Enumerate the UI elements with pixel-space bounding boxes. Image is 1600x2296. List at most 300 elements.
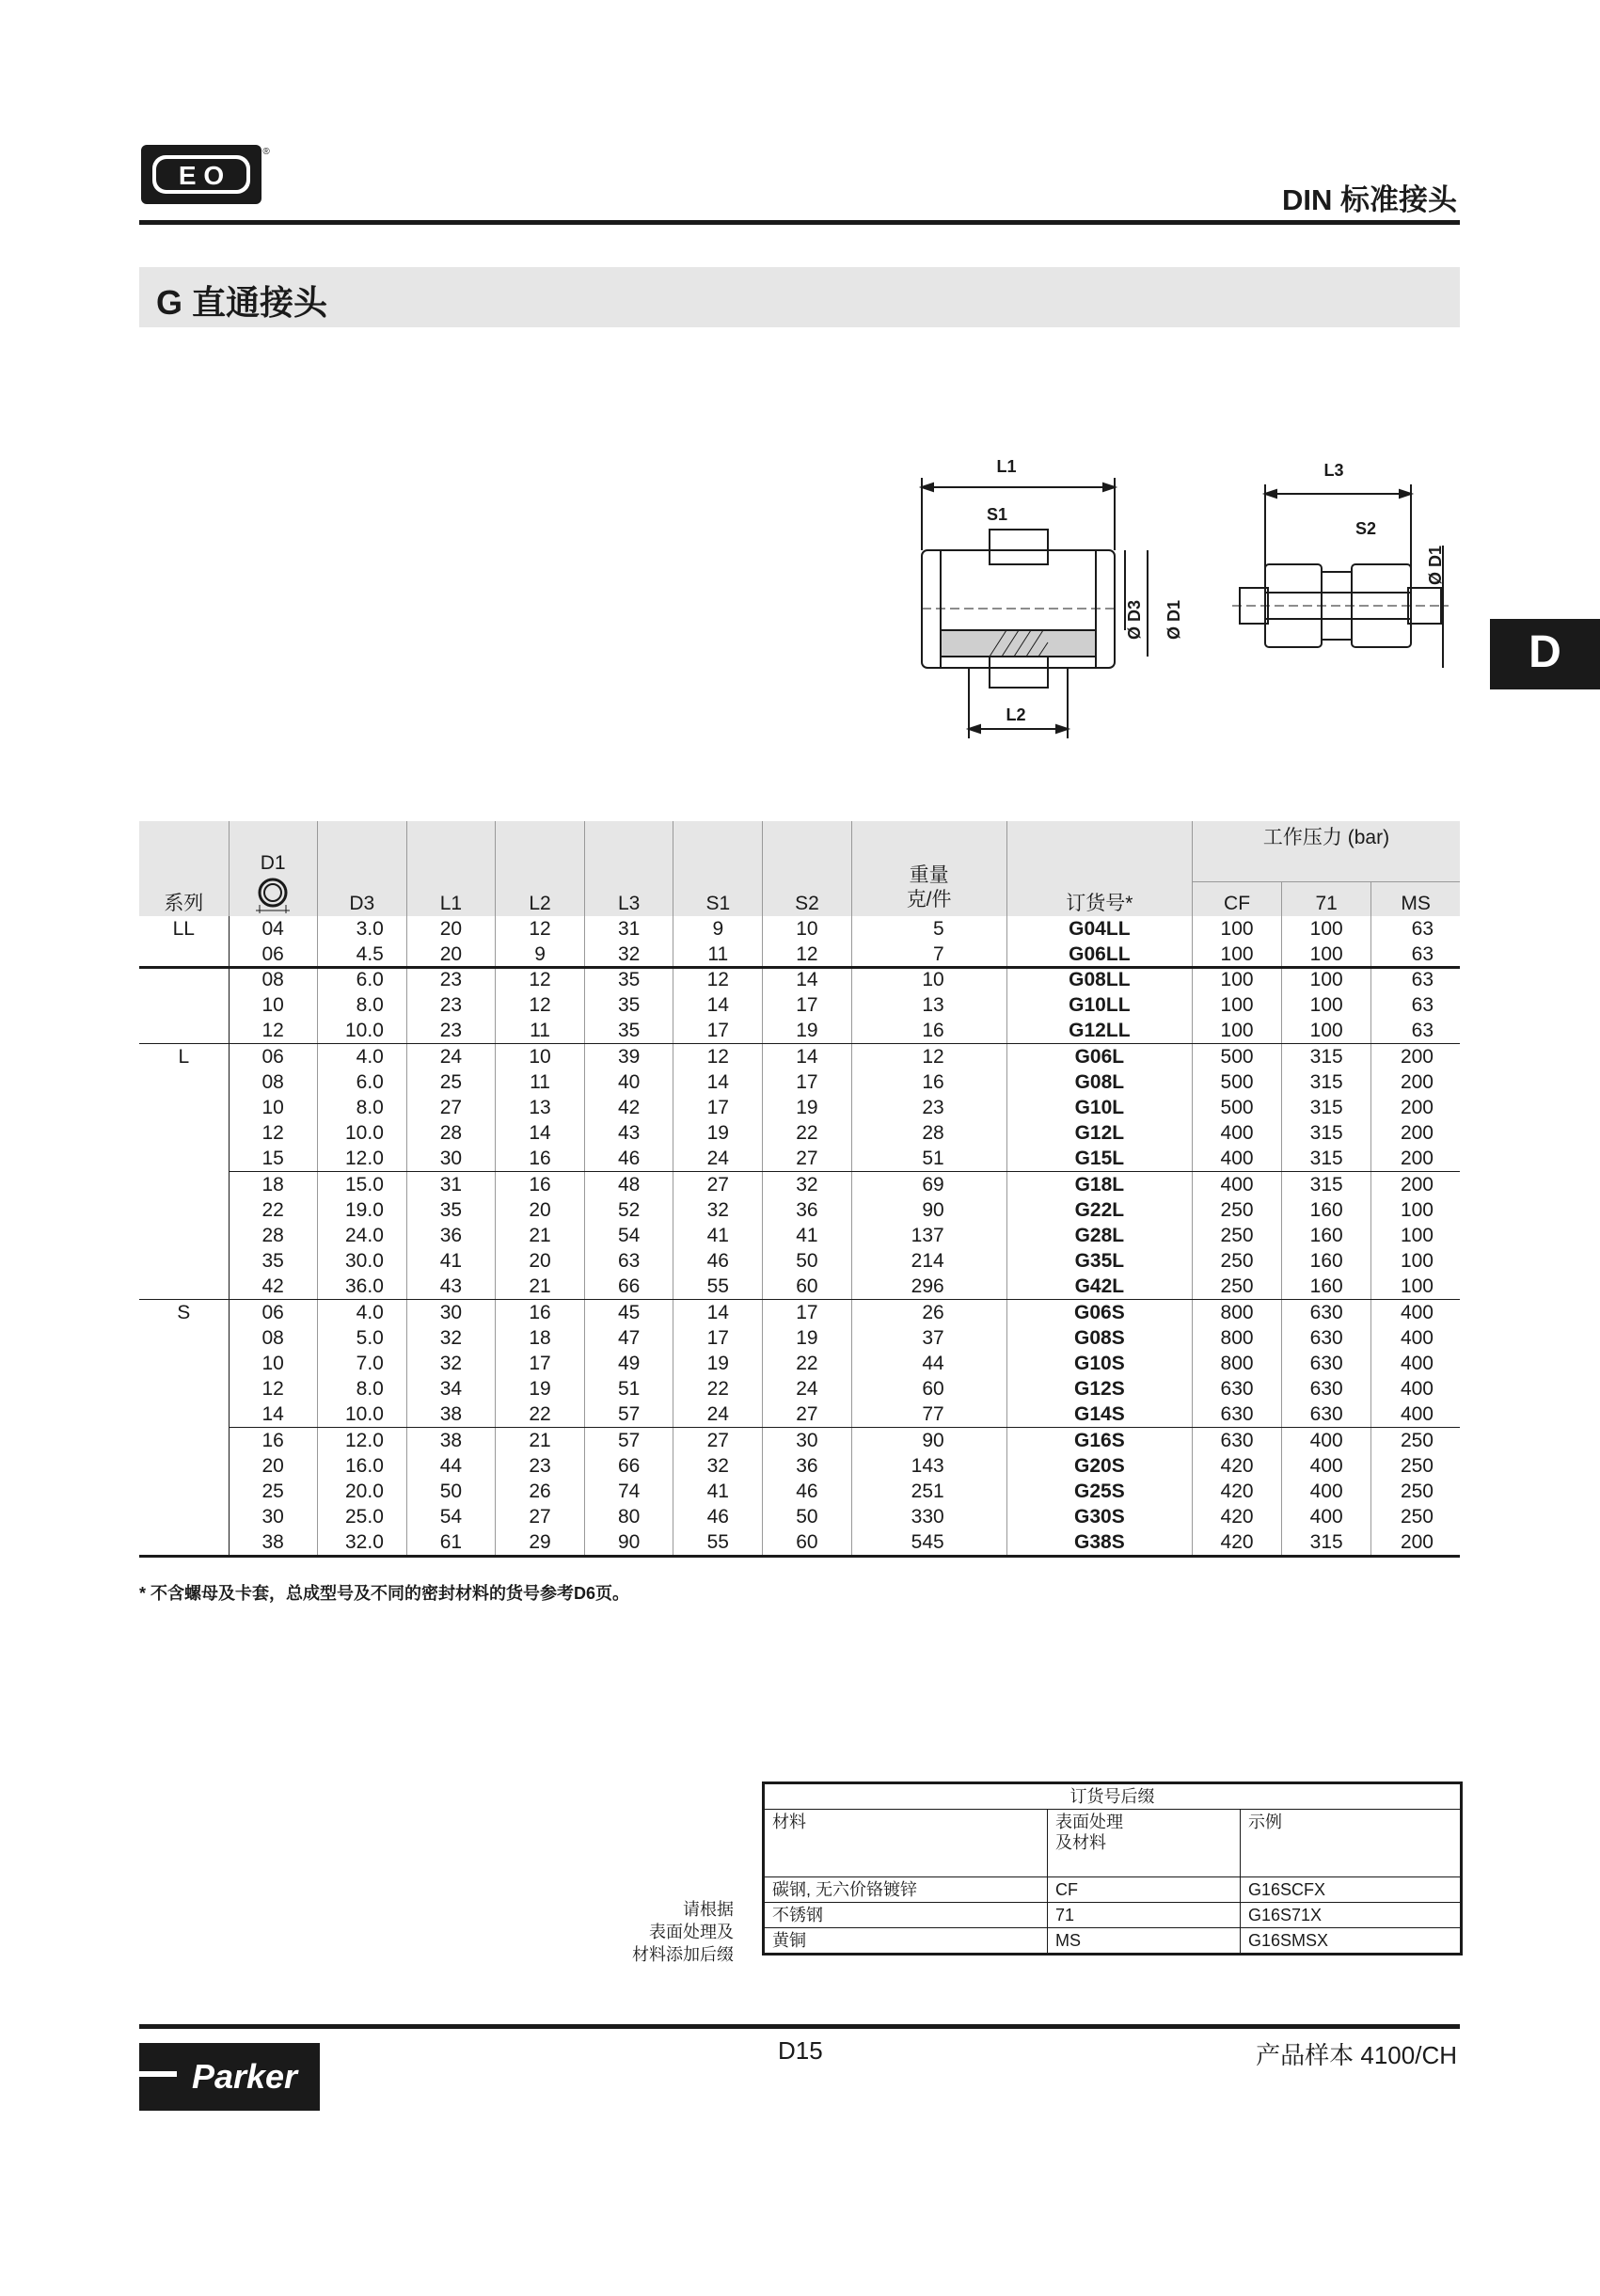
weight-cell: 296 [851,1274,1006,1300]
eo-logo [139,143,273,206]
header-l1: L1 [406,882,495,917]
s1-cell: 46 [673,1504,763,1529]
spec-table [139,821,1460,1558]
weight-cell: 77 [851,1401,1006,1428]
pressure-cf-cell: 250 [1192,1248,1281,1274]
header-cf: CF [1192,882,1281,917]
pressure-71-cell: 315 [1282,1069,1371,1095]
suffix-code: MS [1048,1928,1241,1955]
d3-cell: 20.0 [317,1479,406,1504]
pressure-cf-cell: 630 [1192,1376,1281,1401]
section-title: G 直通接头 [156,283,328,322]
pressure-ms-cell: 100 [1371,1274,1460,1300]
d1-cell: 42 [229,1274,317,1300]
header-l2: L2 [496,882,585,917]
s1-cell: 27 [673,1172,763,1198]
s1-cell: 19 [673,1120,763,1146]
pressure-ms-cell: 100 [1371,1223,1460,1248]
pressure-71-cell: 315 [1282,1120,1371,1146]
s2-cell: 17 [763,992,851,1018]
l2-cell: 26 [496,1479,585,1504]
suffix-note [583,1898,734,1966]
d1-cell: 15 [229,1146,317,1172]
table-row [139,1300,1460,1326]
s1-cell: 55 [673,1274,763,1300]
pressure-71-cell: 160 [1282,1197,1371,1223]
s2-cell: 27 [763,1401,851,1428]
pressure-cf-cell: 500 [1192,1044,1281,1070]
s1-cell: 17 [673,1095,763,1120]
pressure-ms-cell: 200 [1371,1172,1460,1198]
l1-cell: 20 [406,916,495,942]
l1-cell: 23 [406,1018,495,1044]
d3-cell: 3.0 [317,916,406,942]
l3-cell: 57 [585,1401,673,1428]
d3-cell: 8.0 [317,992,406,1018]
d1-cell: 12 [229,1120,317,1146]
order-number-cell: G20S [1006,1453,1192,1479]
order-number-cell: G14S [1006,1401,1192,1428]
d1-cell: 35 [229,1248,317,1274]
d1-cell: 10 [229,992,317,1018]
weight-cell: 330 [851,1504,1006,1529]
pressure-71-cell: 315 [1282,1095,1371,1120]
order-number-cell: G06L [1006,1044,1192,1070]
s2-cell: 24 [763,1376,851,1401]
table-row [139,1274,1460,1300]
l3-cell: 54 [585,1223,673,1248]
l2-cell: 29 [496,1529,585,1557]
pressure-ms-cell: 400 [1371,1401,1460,1428]
l3-cell: 49 [585,1351,673,1376]
d3-cell: 6.0 [317,1069,406,1095]
pressure-ms-cell: 200 [1371,1044,1460,1070]
pressure-ms-cell: 63 [1371,942,1460,967]
s1-cell: 12 [673,967,763,992]
weight-cell: 137 [851,1223,1006,1248]
l2-cell: 11 [496,1018,585,1044]
pressure-71-cell: 400 [1282,1453,1371,1479]
pressure-ms-cell: 250 [1371,1479,1460,1504]
s1-cell: 46 [673,1248,763,1274]
l1-cell: 32 [406,1325,495,1351]
d1-cell: 38 [229,1529,317,1557]
eo-logo-text: E O [178,161,225,190]
pressure-71-cell: 400 [1282,1479,1371,1504]
pressure-71-cell: 160 [1282,1274,1371,1300]
s2-cell: 41 [763,1223,851,1248]
pressure-cf-cell: 100 [1192,942,1281,967]
table-row [139,942,1460,967]
dim-l1-label: L1 [996,457,1017,476]
s2-cell: 17 [763,1300,851,1326]
pressure-71-cell: 630 [1282,1351,1371,1376]
catalog-label: 产品样本 4100/CH [1256,2041,1457,2069]
l1-cell: 23 [406,967,495,992]
d1-cell: 14 [229,1401,317,1428]
header-order: 订货号* [1006,882,1192,917]
d1-cell: 06 [229,1300,317,1326]
l2-cell: 12 [496,916,585,942]
suffix-table-grid [762,1781,1463,1956]
pressure-71-cell: 630 [1282,1300,1371,1326]
l3-cell: 45 [585,1300,673,1326]
d3-cell: 32.0 [317,1529,406,1557]
l3-cell: 31 [585,916,673,942]
l1-cell: 54 [406,1504,495,1529]
l2-cell: 16 [496,1146,585,1172]
header-weight [851,821,1006,916]
s1-cell: 27 [673,1428,763,1454]
pressure-ms-cell: 250 [1371,1453,1460,1479]
order-number-cell: G06S [1006,1300,1192,1326]
header-d3: D3 [317,882,406,917]
s2-cell: 10 [763,916,851,942]
pressure-cf-cell: 420 [1192,1504,1281,1529]
pressure-71-cell: 630 [1282,1325,1371,1351]
pressure-ms-cell: 63 [1371,992,1460,1018]
l2-cell: 12 [496,967,585,992]
suffix-header-example: 示例 [1241,1810,1462,1877]
pressure-71-cell: 315 [1282,1529,1371,1557]
d3-cell: 24.0 [317,1223,406,1248]
order-number-cell: G10S [1006,1351,1192,1376]
s1-cell: 41 [673,1479,763,1504]
pressure-cf-cell: 400 [1192,1172,1281,1198]
pressure-71-cell: 100 [1282,916,1371,942]
pressure-71-cell: 630 [1282,1401,1371,1428]
l2-cell: 21 [496,1428,585,1454]
header-l3: L3 [585,882,673,917]
pressure-cf-cell: 420 [1192,1529,1281,1557]
pressure-ms-cell: 200 [1371,1120,1460,1146]
header-series-cell [139,821,229,882]
table-row [139,1197,1460,1223]
order-number-cell: G04LL [1006,916,1192,942]
header-title: DIN 标准接头 [1282,183,1457,216]
order-number-cell: G38S [1006,1529,1192,1557]
order-number-cell: G15L [1006,1146,1192,1172]
s2-cell: 50 [763,1248,851,1274]
l2-cell: 21 [496,1274,585,1300]
order-number-cell: G35L [1006,1248,1192,1274]
weight-cell: 60 [851,1376,1006,1401]
pressure-cf-cell: 500 [1192,1069,1281,1095]
s2-cell: 17 [763,1069,851,1095]
pressure-ms-cell: 400 [1371,1376,1460,1401]
table-row [139,992,1460,1018]
suffix-example: G16SCFX [1241,1877,1462,1903]
order-number-cell: G28L [1006,1223,1192,1248]
l2-cell: 19 [496,1376,585,1401]
d3-cell: 8.0 [317,1376,406,1401]
table-row [139,1248,1460,1274]
page-number: D15 [778,2036,823,2065]
weight-cell: 251 [851,1479,1006,1504]
pressure-ms-cell: 200 [1371,1069,1460,1095]
s1-cell: 9 [673,916,763,942]
l1-cell: 28 [406,1120,495,1146]
pressure-cf-cell: 400 [1192,1146,1281,1172]
d3-cell: 15.0 [317,1172,406,1198]
pressure-71-cell: 160 [1282,1223,1371,1248]
l2-cell: 27 [496,1504,585,1529]
l3-cell: 40 [585,1069,673,1095]
l1-cell: 38 [406,1428,495,1454]
s2-cell: 50 [763,1504,851,1529]
l1-cell: 30 [406,1300,495,1326]
d3-cell: 7.0 [317,1351,406,1376]
pressure-71-cell: 100 [1282,967,1371,992]
d1-cell: 16 [229,1428,317,1454]
d1-cell: 06 [229,942,317,967]
s2-cell: 60 [763,1529,851,1557]
l3-cell: 52 [585,1197,673,1223]
table-row [139,1120,1460,1146]
dim-s2-label: S2 [1354,519,1377,538]
pressure-ms-cell: 200 [1371,1529,1460,1557]
s2-cell: 22 [763,1120,851,1146]
pressure-ms-cell: 63 [1371,1018,1460,1044]
l1-cell: 35 [406,1197,495,1223]
pressure-71-cell: 100 [1282,992,1371,1018]
d1-cell: 06 [229,1044,317,1070]
d1-cell: 08 [229,1325,317,1351]
pressure-cf-cell: 500 [1192,1095,1281,1120]
table-row [139,967,1460,992]
l3-cell: 35 [585,992,673,1018]
l1-cell: 44 [406,1453,495,1479]
d1-cell: 08 [229,1069,317,1095]
pressure-71-cell: 315 [1282,1044,1371,1070]
s1-cell: 19 [673,1351,763,1376]
d3-cell: 4.5 [317,942,406,967]
pressure-cf-cell: 250 [1192,1223,1281,1248]
s1-cell: 32 [673,1453,763,1479]
dim-l2-label: L2 [1006,705,1026,724]
s2-cell: 19 [763,1095,851,1120]
d3-cell: 12.0 [317,1428,406,1454]
s1-cell: 24 [673,1401,763,1428]
footnote: * 不含螺母及卡套，总成型号及不同的密封材料的货号参考D6页。 [139,1584,630,1603]
pressure-71-cell: 315 [1282,1172,1371,1198]
d1-cell: 10 [229,1351,317,1376]
weight-cell: 90 [851,1428,1006,1454]
table-row [139,1351,1460,1376]
order-number-cell: G18L [1006,1172,1192,1198]
d1-cell: 20 [229,1453,317,1479]
l1-cell: 61 [406,1529,495,1557]
d3-cell: 19.0 [317,1197,406,1223]
pressure-ms-cell: 250 [1371,1504,1460,1529]
s2-cell: 12 [763,942,851,967]
d3-cell: 6.0 [317,967,406,992]
suffix-code: CF [1048,1877,1241,1903]
suffix-header-surface-line1: 表面处理 [1055,1813,1123,1831]
pressure-cf-cell: 630 [1192,1428,1281,1454]
weight-cell: 16 [851,1069,1006,1095]
s1-cell: 17 [673,1325,763,1351]
s1-cell: 22 [673,1376,763,1401]
l1-cell: 50 [406,1479,495,1504]
suffix-header-surface [1048,1810,1241,1877]
s2-cell: 14 [763,1044,851,1070]
weight-cell: 37 [851,1325,1006,1351]
table-header-rule [139,966,1460,969]
pressure-71-cell: 400 [1282,1428,1371,1454]
s2-cell: 46 [763,1479,851,1504]
weight-cell: 545 [851,1529,1006,1557]
l2-cell: 18 [496,1325,585,1351]
s2-cell: 27 [763,1146,851,1172]
d1-cell: 12 [229,1018,317,1044]
pressure-ms-cell: 200 [1371,1146,1460,1172]
suffix-material: 不锈钢 [764,1903,1048,1928]
l3-cell: 42 [585,1095,673,1120]
pressure-ms-cell: 400 [1371,1325,1460,1351]
s1-cell: 14 [673,992,763,1018]
s2-cell: 19 [763,1018,851,1044]
order-number-cell: G08L [1006,1069,1192,1095]
table-row [139,1069,1460,1095]
pressure-71-cell: 400 [1282,1504,1371,1529]
weight-cell: 7 [851,942,1006,967]
straight-union-side-view [922,478,1148,738]
table-row [139,1453,1460,1479]
pressure-cf-cell: 250 [1192,1274,1281,1300]
section-band [139,267,1460,327]
d3-cell: 8.0 [317,1095,406,1120]
s2-cell: 60 [763,1274,851,1300]
series-cell: LL [139,916,229,1044]
s2-cell: 32 [763,1172,851,1198]
l3-cell: 39 [585,1044,673,1070]
l3-cell: 80 [585,1504,673,1529]
s1-cell: 14 [673,1300,763,1326]
pressure-cf-cell: 630 [1192,1401,1281,1428]
weight-cell: 16 [851,1018,1006,1044]
l3-cell: 47 [585,1325,673,1351]
l2-cell: 13 [496,1095,585,1120]
order-number-cell: G12L [1006,1120,1192,1146]
header-rule [139,220,1460,225]
l3-cell: 35 [585,967,673,992]
l3-cell: 90 [585,1529,673,1557]
pressure-cf-cell: 100 [1192,1018,1281,1044]
pressure-cf-cell: 800 [1192,1351,1281,1376]
s2-cell: 30 [763,1428,851,1454]
d3-cell: 5.0 [317,1325,406,1351]
pressure-71-cell: 630 [1282,1376,1371,1401]
order-number-cell: G06LL [1006,942,1192,967]
l3-cell: 74 [585,1479,673,1504]
header-s2: S2 [763,882,851,917]
l2-cell: 16 [496,1172,585,1198]
suffix-example: G16SMSX [1241,1928,1462,1955]
straight-union-assembly-view [1232,484,1449,668]
pressure-ms-cell: 400 [1371,1300,1460,1326]
order-number-cell: G25S [1006,1479,1192,1504]
table-row [139,1401,1460,1428]
l2-cell: 14 [496,1120,585,1146]
s1-cell: 41 [673,1223,763,1248]
weight-cell: 143 [851,1453,1006,1479]
weight-cell: 90 [851,1197,1006,1223]
dim-l3-label: L3 [1323,461,1344,480]
d3-cell: 10.0 [317,1120,406,1146]
header-weight-line1: 重量 [909,864,949,886]
l1-cell: 30 [406,1146,495,1172]
d1-cell: 22 [229,1197,317,1223]
table-row [139,1504,1460,1529]
header-series: 系列 [139,882,229,917]
fitting-drawing [865,442,1477,752]
d1-cell: 08 [229,967,317,992]
d1-cell: 04 [229,916,317,942]
l1-cell: 27 [406,1095,495,1120]
dim-d1-label: Ø D1 [1164,599,1183,640]
d1-cell: 28 [229,1223,317,1248]
l2-cell: 16 [496,1300,585,1326]
order-number-cell: G30S [1006,1504,1192,1529]
pressure-ms-cell: 100 [1371,1248,1460,1274]
s2-cell: 22 [763,1351,851,1376]
l2-cell: 17 [496,1351,585,1376]
tube-cross-section-icon [252,875,293,914]
spec-table-body [139,916,1460,1557]
s1-cell: 11 [673,942,763,967]
s1-cell: 14 [673,1069,763,1095]
d3-cell: 16.0 [317,1453,406,1479]
l2-cell: 11 [496,1069,585,1095]
pressure-cf-cell: 100 [1192,916,1281,942]
order-number-cell: G12LL [1006,1018,1192,1044]
d3-cell: 10.0 [317,1018,406,1044]
l3-cell: 46 [585,1146,673,1172]
d1-cell: 18 [229,1172,317,1198]
table-row [139,1325,1460,1351]
pressure-71-cell: 315 [1282,1146,1371,1172]
table-row [139,916,1460,942]
s2-cell: 14 [763,967,851,992]
s1-cell: 55 [673,1529,763,1557]
weight-cell: 214 [851,1248,1006,1274]
pressure-71-cell: 100 [1282,1018,1371,1044]
header-s1: S1 [673,882,763,917]
l3-cell: 57 [585,1428,673,1454]
pressure-ms-cell: 250 [1371,1428,1460,1454]
s1-cell: 32 [673,1197,763,1223]
d3-cell: 4.0 [317,1300,406,1326]
weight-cell: 51 [851,1146,1006,1172]
s1-cell: 12 [673,1044,763,1070]
d3-cell: 4.0 [317,1044,406,1070]
d1-cell: 12 [229,1376,317,1401]
weight-cell: 12 [851,1044,1006,1070]
l3-cell: 51 [585,1376,673,1401]
pressure-ms-cell: 200 [1371,1095,1460,1120]
pressure-cf-cell: 100 [1192,967,1281,992]
l1-cell: 32 [406,1351,495,1376]
pressure-71-cell: 100 [1282,942,1371,967]
table-row [139,1172,1460,1198]
suffix-code: 71 [1048,1903,1241,1928]
l3-cell: 66 [585,1274,673,1300]
weight-cell: 28 [851,1120,1006,1146]
pressure-cf-cell: 420 [1192,1453,1281,1479]
d3-cell: 12.0 [317,1146,406,1172]
order-number-cell: G16S [1006,1428,1192,1454]
